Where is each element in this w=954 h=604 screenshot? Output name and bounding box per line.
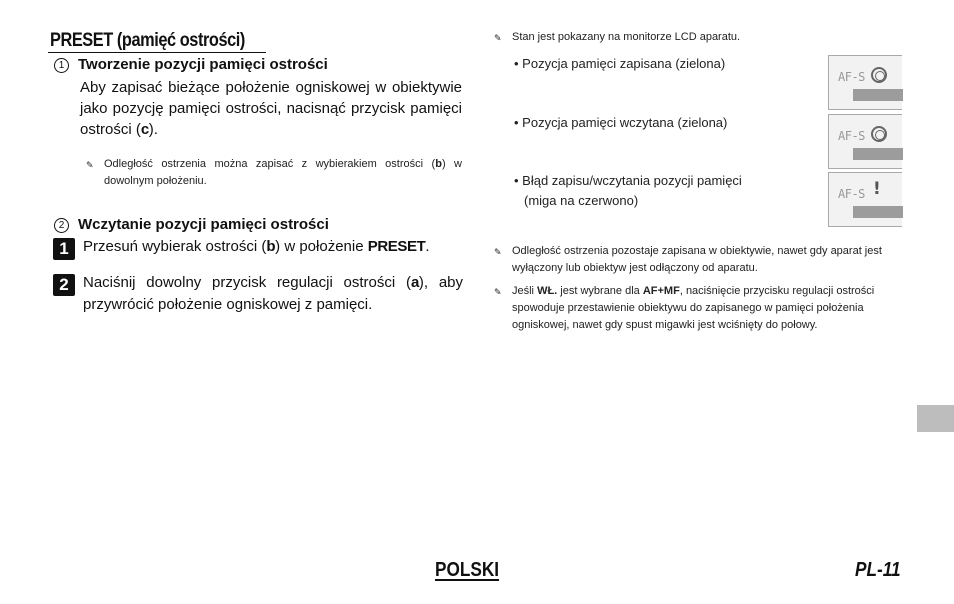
focus-memory-icon [871,67,887,83]
lcd-status-bar [853,89,903,101]
warning-icon: ! [873,179,881,199]
right-note-top-text: Stan jest pokazany na monitorze LCD aparatu. [512,31,741,43]
section-1-body-key: c [140,121,149,138]
footer-language: POLSKI [435,559,500,581]
bullet-saved: • Pozycja pamięci zapisana (zielona) [514,56,726,71]
step-2-badge: 2 [53,274,75,296]
step-1-badge: 1 [53,238,75,260]
page-title: PRESET (pamięć ostrości) [50,30,245,51]
section-1-note-text: Odległość ostrzenia można zapisać z wybierakiem ostrości (b) w dowolnym położeniu. [104,158,462,187]
bullet-error-detail: (miga na czerwono) [524,193,639,208]
right-note-3-text: Jeśli WŁ. jest wybrane dla AF+MF, naciśnięcie przycisku regulacji ostrości spowoduje przestawienie obiektywu do zapisanego w pamięci położenia ogniskowej, nawet gdy spust migawki jest wciśnięty do połowy. [512,285,875,331]
section-1-note [86,156,462,190]
right-note-2-text: Odległość ostrzenia pozostaje zapisana w obiektywie, nawet gdy aparat jest wyłączony lub obiektyw jest odłączony od aparatu. [512,245,882,274]
section-2-number: 2 [54,218,69,233]
step-1-text: Przesuń wybierak ostrości (b) w położenie PRESET. [83,238,430,255]
lcd-af-label: AF-S [838,70,865,84]
section-2-heading-text: Wczytanie pozycji pamięci ostrości [78,216,329,233]
note-icon: ✎ [86,160,94,170]
section-1-body-end: ). [148,121,158,138]
note-icon: ✎ [494,33,502,43]
lcd-status-bar [853,148,903,160]
lcd-af-label: AF-S [838,129,865,143]
focus-memory-icon [871,126,887,142]
section-1-heading [54,56,328,73]
lcd-saved-illustration [828,55,902,110]
right-note-2 [494,243,902,277]
note-icon: ✎ [494,287,502,297]
section-1-number: 1 [54,58,69,73]
section-1-body-text: Aby zapisać bieżące położenie ogniskowej w obiektywie jako pozycję pamięci ostrości, nacisnąć przycisk pamięci ostrości ( [80,79,462,138]
footer-page-number: PL-11 [855,559,901,581]
lcd-af-label: AF-S [838,187,865,201]
right-note-3 [494,283,902,334]
section-1-heading-text: Tworzenie pozycji pamięci ostrości [78,56,328,73]
lcd-loaded-illustration [828,114,902,169]
section-1-body [80,77,462,140]
step-2-text: Naciśnij dowolny przycisk regulacji ostrości (a), aby przywrócić położenie ogniskowej z pamięci. [83,274,464,313]
title-underline [48,52,266,53]
right-note-top [494,29,794,46]
section-2-heading [54,216,329,233]
bullet-error: • Błąd zapisu/wczytania pozycji pamięci [514,173,742,188]
lcd-status-bar [853,206,903,218]
note-icon: ✎ [494,247,502,257]
section-tab-marker [917,405,954,432]
bullet-loaded: • Pozycja pamięci wczytana (zielona) [514,115,728,130]
lcd-error-illustration [828,172,902,227]
